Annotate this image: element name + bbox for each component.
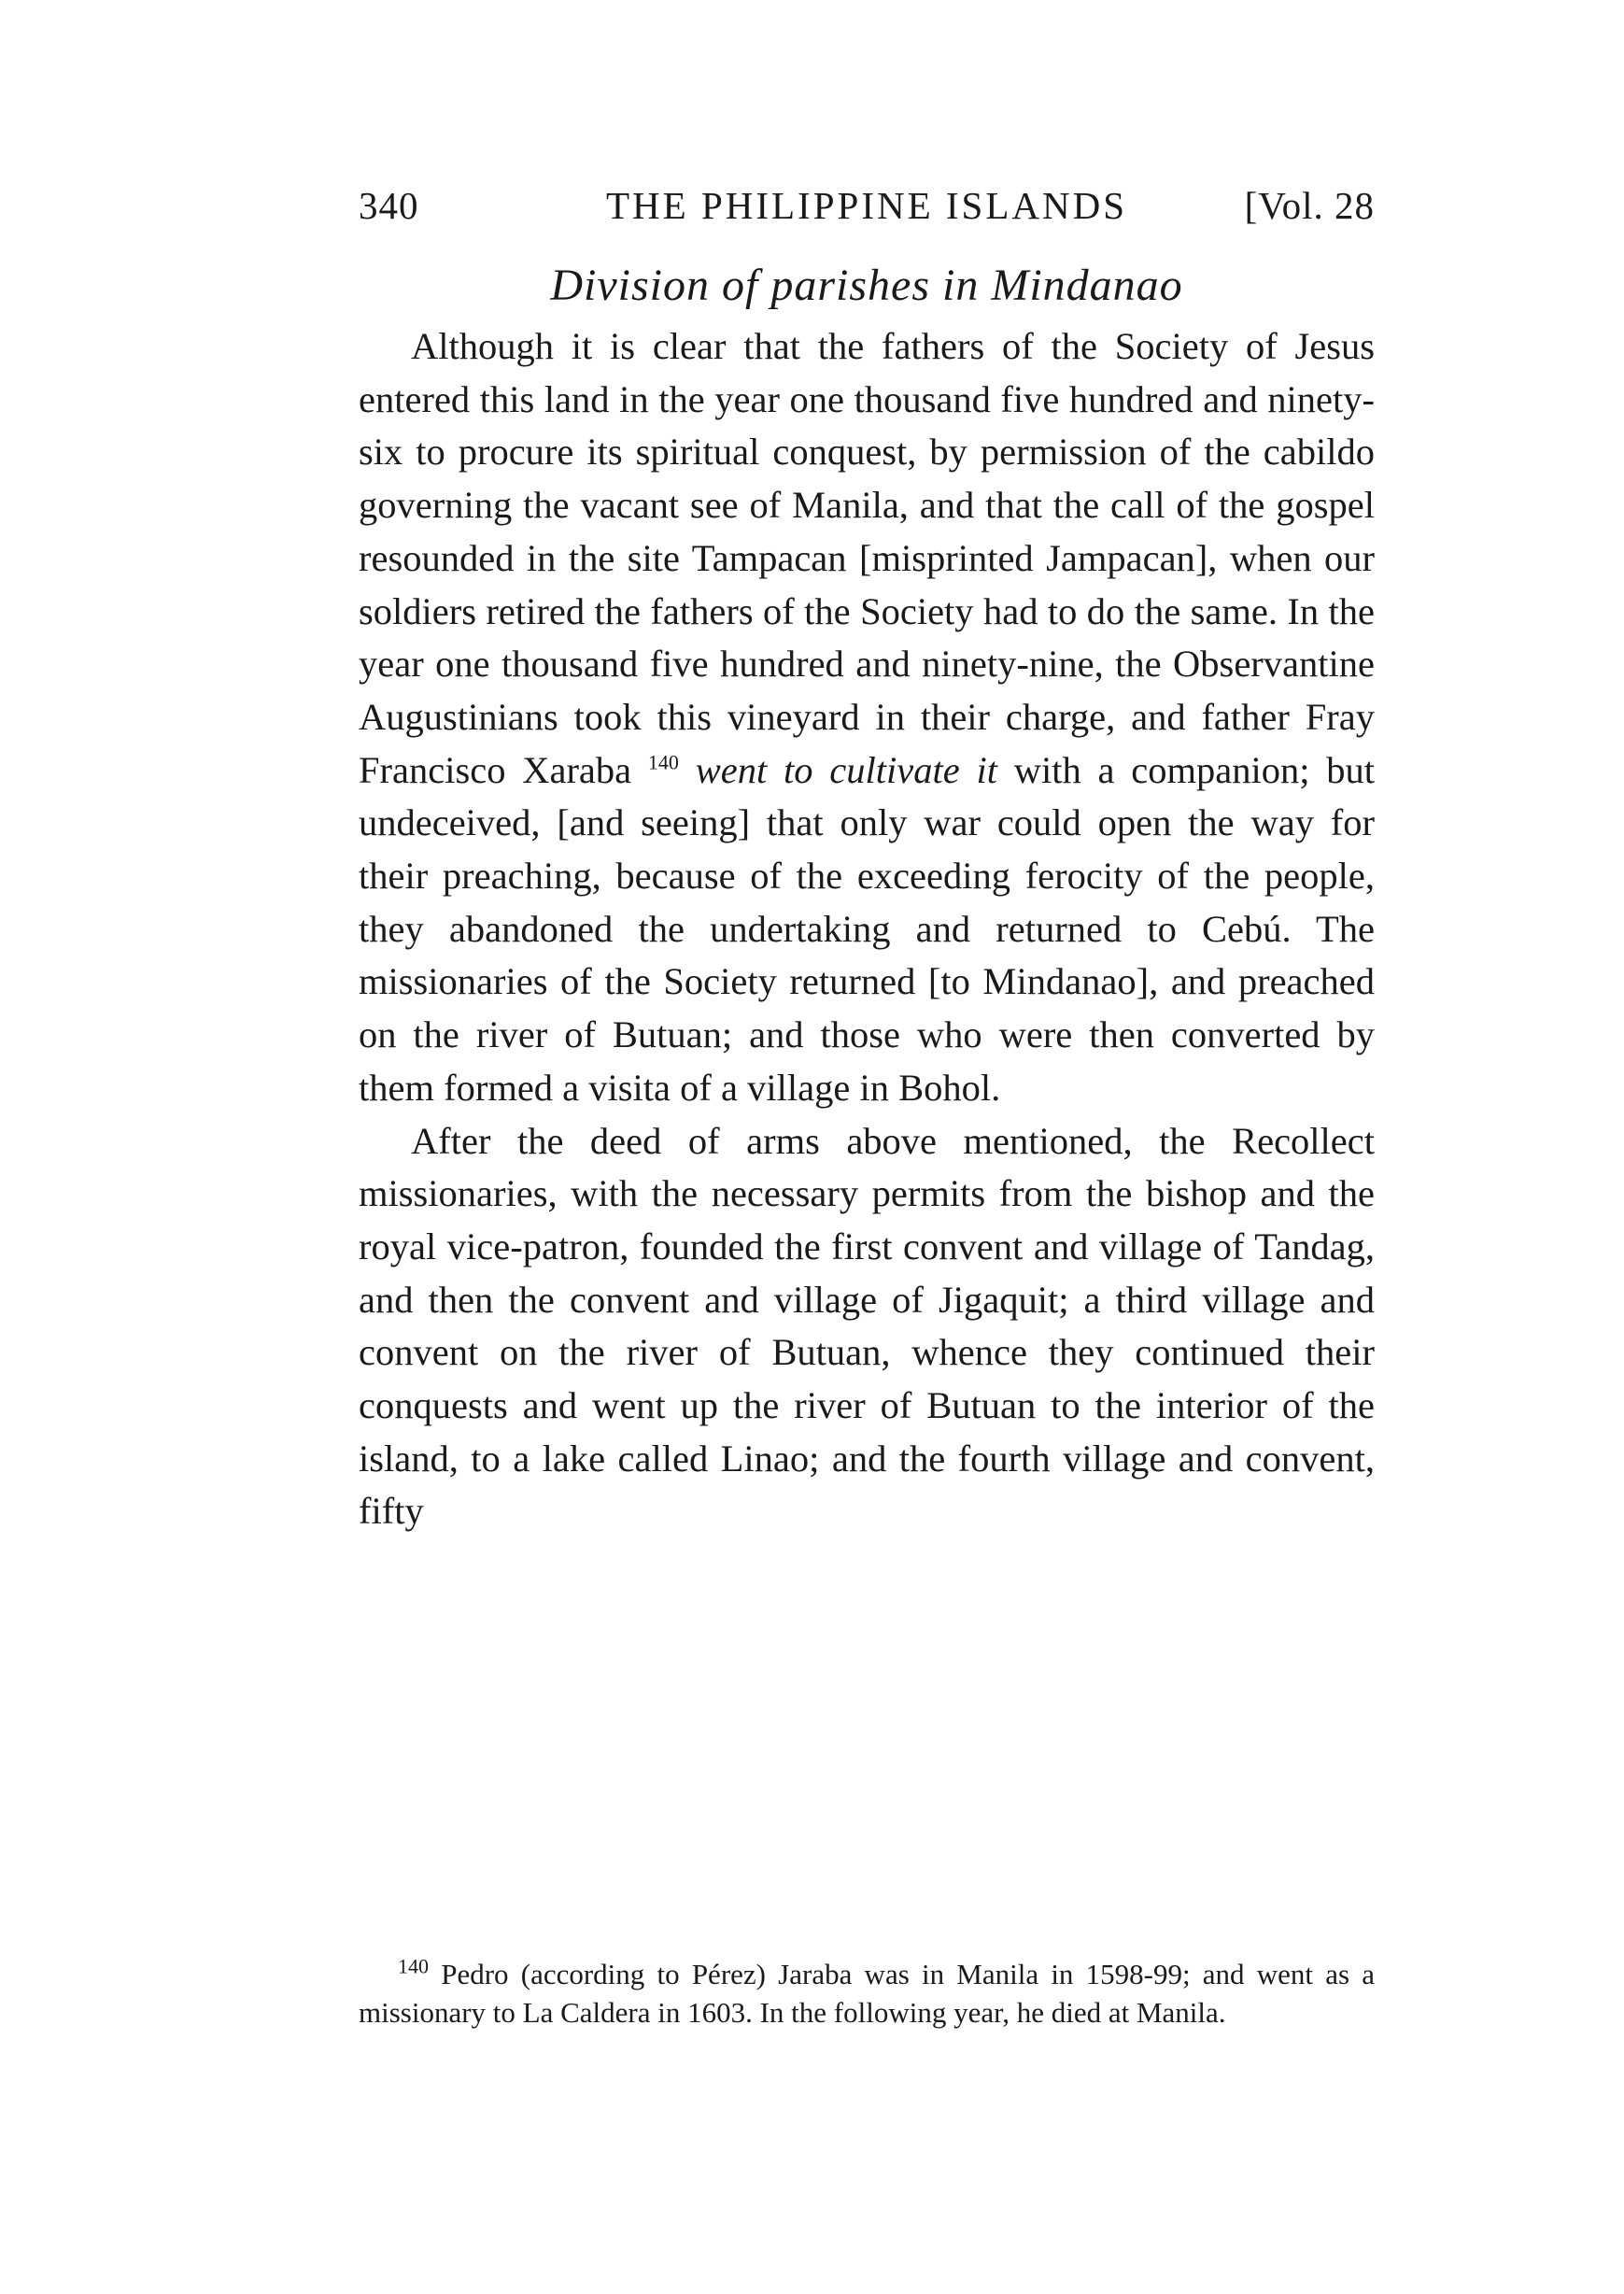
footnote-marker: 140	[398, 1954, 429, 1978]
book-title: THE PHILIPPINE ISLANDS	[606, 184, 1127, 227]
paragraph-1-text: Although it is clear that the fathers of the Society of Jesus entered this land in the year one thousand five hundred and ninety-six to procure its spiritual conquest, by permission of the cabildo governing the vacant see of Manila, and that the call of the gospel resounded in the site Tampacan [misprinted Jampacan], when our soldiers retired the fathers of the Society had to do the same. In the year one thousand five hundred and ninety-nine, the Observantine Augustinians took this vineyard in their charge, and father Fray Francisco Xaraba	[359, 325, 1375, 791]
body-text	[359, 320, 1375, 1538]
paragraph-2: After the deed of arms above mentioned, the Recollect missionaries, with the necessary permits from the bishop and the royal vice-patron, founded the first convent and village of Tandag, and then the convent and village of Jigaquit; a third village and convent on the river of Butuan, whence they continued their conquests and went up the river of Butuan to the interior of the island, to a lake called Linao; and the fourth village and convent, fifty	[359, 1119, 1375, 1533]
page-number: 340	[359, 184, 419, 227]
section-heading: Division of parishes in Mindanao	[550, 261, 1183, 310]
footnote-reference: 140	[647, 750, 679, 774]
italic-phrase: went to cultivate it	[695, 748, 997, 791]
paragraph-1	[359, 320, 1375, 1115]
paragraph-1-continuation: with a companion; but undeceived, [and seeing] that only war could open the way for their preaching, because of the exceeding ferocity of the people, they abandoned the undertaking and returned to Cebú. The missionaries of the Society returned [to Mindanao], and preached on the river of Butuan; and those who were then converted by them formed a visita of a village in Bohol.	[359, 748, 1376, 1109]
running-head	[359, 183, 1375, 239]
volume-label: [Vol. 28	[1244, 184, 1375, 227]
footnote	[359, 1955, 1375, 2032]
footnote-text: Pedro (according to Pérez) Jaraba was in Manila in 1598-99; and went as a missionary to La Caldera in 1603. In the following year, he died at Manila.	[359, 1958, 1376, 2029]
